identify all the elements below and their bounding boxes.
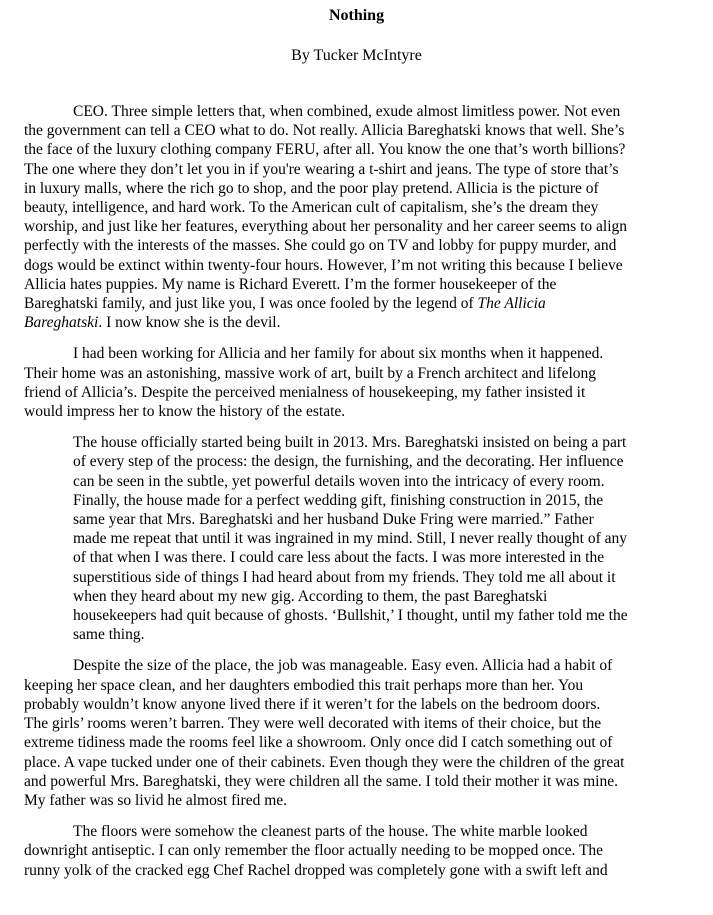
text-line: perfectly with the interests of the masses. She could go on TV and lobby for puppy murder, and (24, 237, 617, 255)
text-line: worship, and just like her features, everything about her personality and her career seems to align (24, 218, 628, 236)
text-line: My father was so livid he almost fired me. (24, 791, 288, 809)
text-line: The one where they don’t let you in if you're wearing a t-shirt and jeans. The type of store that’s (24, 160, 619, 178)
text-line: superstitious side of things I had heard about from my friends. They told me all about it (73, 568, 616, 586)
text-line: of every step of the process: the design, the furnishing, and the decorating. Her influence (73, 453, 624, 471)
paragraph-2 (24, 344, 684, 421)
text-line: The floors were somehow the cleanest parts of the house. The white marble looked (73, 823, 588, 841)
document-title: Nothing (328, 7, 385, 24)
text-line: would impress her to know the history of the estate. (24, 403, 346, 421)
text-line: the government can tell a CEO what to do. Not really. Allicia Bareghatski knows that well. She’s (24, 122, 625, 140)
paragraph-5 (24, 822, 684, 880)
text-line: The house officially started being built in 2013. Mrs. Bareghatski insisted on being a part (73, 434, 627, 452)
text-line: runny yolk of the cracked egg Chef Rachel dropped was completely gone with a swift left and (24, 861, 608, 879)
text-run: Bareghatski family, and just like you, I was once fooled by the legend of (24, 295, 478, 313)
text-line: probably wouldn’t know anyone lived there if it weren’t for the labels on the bedroom doors. (24, 695, 601, 713)
text-line: keeping her space clean, and her daughters embodied this trait perhaps more than her. You (24, 676, 584, 694)
text-line: CEO. Three simple letters that, when combined, exude almost limitless power. Not even (73, 103, 621, 120)
book-title-italic-cont: Bareghatski (24, 314, 99, 332)
paragraph-4 (24, 656, 684, 810)
text-line: Finally, the house made for a perfect wedding gift, finishing construction in 2015, the (73, 491, 604, 509)
text-line: of that when I was there. I could care less about the facts. I was more interested in the (73, 549, 605, 567)
paragraph-1 (24, 102, 684, 332)
text-line: Their home was an astonishing, massive work of art, built by a French architect and lifelong (24, 364, 597, 382)
block-quote-paragraph (24, 433, 684, 644)
text-line: friend of Allicia’s. Despite the perceived menialness of housekeeping, my father insisted it (24, 383, 586, 401)
text-line: place. A vape tucked under one of their cabinets. Even though they were the children of the great (24, 753, 625, 771)
book-title-italic: The Allicia (477, 295, 546, 313)
text-line: same year that Mrs. Bareghatski and her husband Duke Fring were married.” Father (73, 511, 594, 529)
text-line: downright antiseptic. I can only remember the floor actually needing to be mopped once. The (24, 842, 604, 860)
text-line: Despite the size of the place, the job was manageable. Easy even. Allicia had a habit of (73, 657, 613, 675)
text-line: the face of the luxury clothing company FERU, after all. You know the one that’s worth billions? (24, 141, 626, 159)
text-line: housekeepers had quit because of ghosts. ‘Bullshit,’ I thought, until my father told me the (73, 607, 628, 625)
text-line: can be seen in the subtle, yet powerful details woven into the intricacy of every room. (73, 472, 605, 490)
text-line: I had been working for Allicia and her family for about six months when it happened. (73, 345, 604, 363)
text-line: and powerful Mrs. Bareghatski, they were children all the same. I told their mother it was mine. (24, 772, 618, 790)
document-body (24, 102, 684, 892)
document-byline: By Tucker McIntyre (291, 47, 422, 64)
text-line: The girls’ rooms weren’t barren. They were well decorated with items of their choice, but the (24, 715, 602, 733)
text-line: same thing. (73, 626, 145, 644)
text-line: in luxury malls, where the rich go to shop, and the poor play pretend. Allicia is the picture of (24, 179, 599, 197)
text-line: beauty, intelligence, and hard work. To the American cult of capitalism, she’s the dream they (24, 199, 599, 217)
text-line: Allicia hates puppies. My name is Richard Everett. I’m the former housekeeper of the (24, 275, 557, 293)
text-line (24, 313, 684, 332)
text-line: extreme tidiness made the rooms feel like a showroom. Only once did I catch something out of (24, 734, 613, 752)
text-line: dogs would be extinct within twenty-four hours. However, I’m not writing this because I believe (24, 256, 623, 274)
text-line: made me repeat that until it was ingrained in my mind. Still, I never really thought of any (73, 530, 627, 548)
text-line: when they heard about my new gig. According to them, the past Bareghatski (73, 587, 548, 605)
text-run: . I now know she is the devil. (98, 314, 281, 332)
text-line (24, 294, 684, 313)
